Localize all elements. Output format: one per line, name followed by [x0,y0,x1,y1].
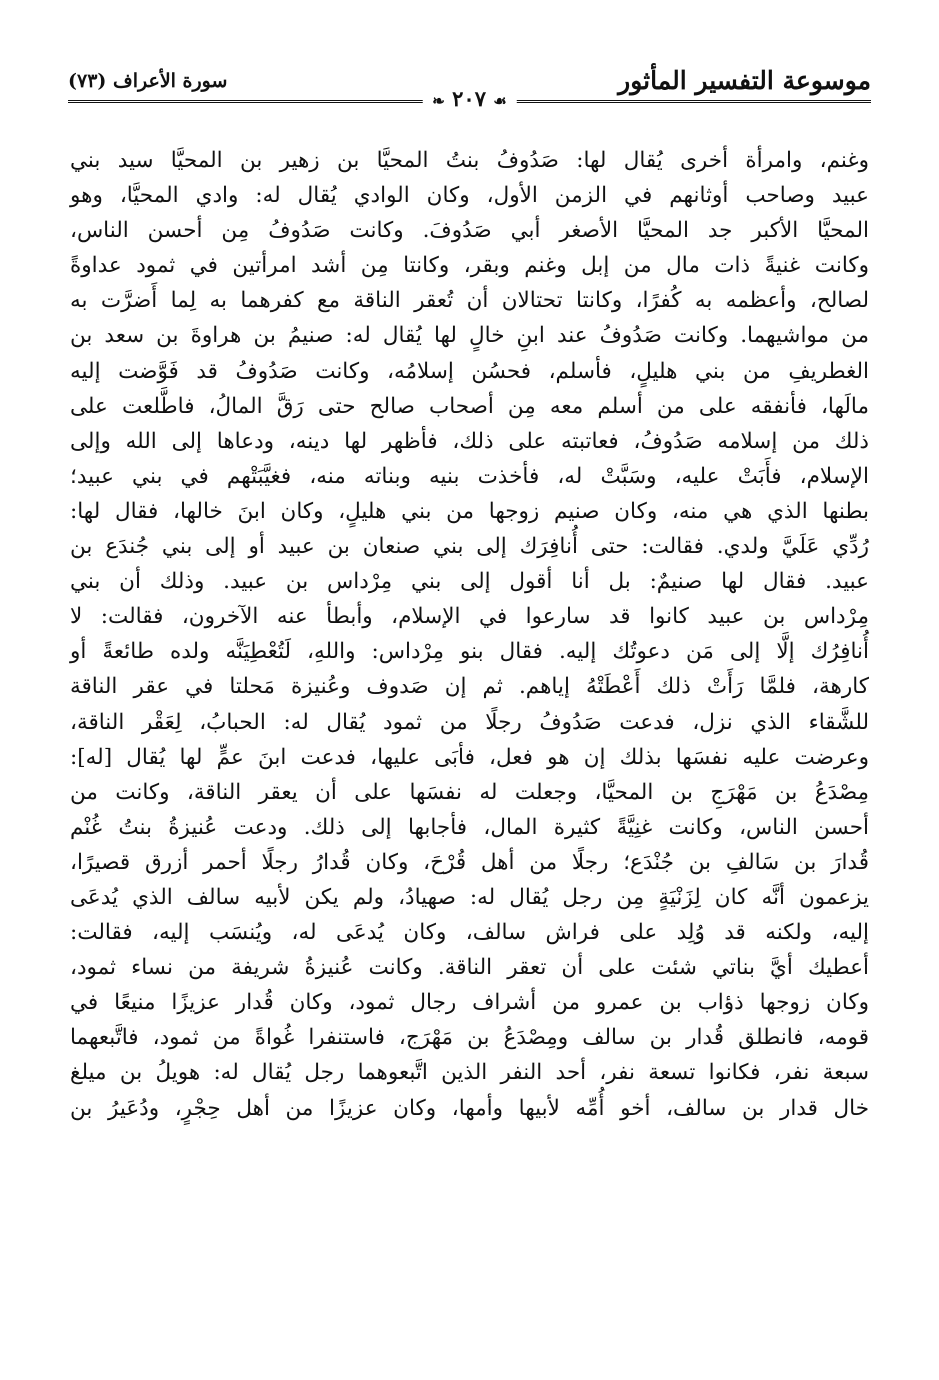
text-line: من مواشيهما. وكانت صَدُوفُ عند ابنِ خالٍ لها يُقال له: صنيمُ بن هراوةَ بن سعد بن [70,323,869,349]
text-line: الإسلام، فأَبَتْ عليه، وسَبَّتْ له، فأخذت بنيه وبناته منه، فغيَّبَتْهم في بني عبيد؛ [70,463,869,489]
text-line: رُدِّي عَلَيَّ ولدي. فقالت: حتى أُنافِرَك إلى بني صنعان بن عبيد أو إلى بني جُندَع بن [70,534,869,560]
text-line: المحيَّا الأكبر جد المحيَّا الأصغر أبي صَدُوفَ. وكانت صَدُوفُ مِن أحسن الناس، [70,218,869,244]
page-number-box [422,86,517,111]
ornament-left-icon: ❧ [432,91,445,110]
page-number: ٢٠٧ [452,86,486,111]
text-line: قُدارَ بن سَالفِ بن جُنْدَع؛ رجلًا من أهل قُرْحَ، وكان قُدارُ رجلًا أحمر أزرق قصيرًا، [70,849,869,875]
text-line: كارهة، فلمَّا رَأَتْ ذلك أَعْطَتْهُ إياهم. ثم إن صَدوف وعُنيزة مَحلتا في عقر الناقة [70,674,869,700]
text-line: الغطريفِ من بني هليلٍ، فأسلم، فحسُن إسلامُه، وكانت صَدُوفُ قد فَوَّضت إليه [70,358,869,384]
body-text [70,143,869,1126]
book-title: موسوعة التفسير المأثور [618,66,871,95]
text-line: إليه، ولكنه قد وُلِد على فراش سالف، وكان يُدعَى له، ويُنسَب إليه، فقالت: [70,920,869,946]
text-line: قومه، فانطلق قُدار بن سالف ومِصْدَعُ بن مَهْرَج، فاستنفرا غُواةً من ثمود، فاتَّبعهما [70,1025,869,1051]
text-line: سبعة نفر، فكانوا تسعة نفر، أحد النفر الذين اتَّبعوهما رجل يُقال له: هويلُ بن ميلغ [70,1060,869,1086]
text-line: لصالح، وأعظمه به كُفرًا، وكانتا تحتالان أن تُعقر الناقة مع كفرهما به لِما أَضرَّت به [70,288,869,314]
text-line: وكانت غنيةً ذات مال من إبل وغنم وبقر، وكانتا مِن أشد امرأتين في ثمود عداوةً [70,253,869,279]
text-line: عبيد وصاحب أوثانهم في الزمن الأول، وكان الوادي يُقال له: وادي المحيَّا، وهو [70,183,869,209]
running-header [68,58,871,111]
text-line: وغنم، وامرأة أخرى يُقال لها: صَدُوفُ بنتُ المحيَّا بن زهير بن المحيَّا سيد بني [70,148,869,173]
text-line: مِصْدَعُ بن مَهْرَجِ بن المحيَّا، وجعلت له نفسَها على أن يعقر الناقة، وكانت من [70,779,869,805]
text-line: يزعمون أنَّه كان لِزَنْيَةٍ مِن رجل يُقال له: صهيادُ، ولم يكن لأبيه سالف الذي يُدعَى [70,884,869,910]
ornament-right-icon: ☙ [493,91,507,110]
text-line: أعطيك أيَّ بناتي شئت على أن تعقر الناقة. وكانت عُنيزةُ شريفة من نساء ثمود، [70,955,869,981]
text-line: وكان زوجها ذؤاب بن عمرو من أشراف رجال ثمود، وكان قُدار عزيزًا منيعًا في [70,990,869,1016]
text-line: عبيد. فقال لها صنيمٌ: بل أنا أقول إلى بني مِرْداس بن عبيد. وذلك أن بني [70,569,869,595]
text-line: بطنها الذي هي منه، وكان صنيم زوجها من بني هليلٍ، وكان ابنَ خالها، فقال لها: [70,498,869,524]
text-line: مالَها، فأنفقه على من أسلم معه مِن أصحاب صالح حتى رَقَّ المالُ، فاطَّلعت على [70,393,869,419]
text-line: أُنافِرُك إلَّا إلى مَن دعوتُك إليه. فقال بنو مِرْداس: واللهِ، لَتُعْطِيَنَّه ولده طائعةً أو [70,639,869,665]
text-line: أحسن الناس، وكانت غنِيَّةً كثيرة المال، فأجابها إلى ذلك. ودعت عُنيزةُ بنتُ غُنْم [70,814,869,840]
text-line: وعرضت عليه نفسَها بذلك إن هو فعل، فأبَى عليها، فدعت ابنَ عمٍّ لها يُقال [له]: [70,744,869,770]
text-line: خال قدار بن سالف، أخو أُمِّه لأبيها وأمها، وكان عزيزًا من أهل حِجْرٍ، ودُعَيرُ بن [70,1095,869,1121]
text-line: مِرْداس بن عبيد كانوا قد سارعوا في الإسلام، وأبطأ عنه الآخرون، فقالت: لا [70,604,869,630]
text-line: للشَّقاء الذي نزل، فدعت صَدُوفُ رجلًا من ثمود يُقال له: الحبابُ، لِعَقْر الناقة، [70,709,869,735]
surah-reference: سورة الأعراف (٧٣) [68,70,228,92]
text-line: ذلك من إسلامه صَدُوفُ، فعاتبته على ذلك، فأظهر لها دينه، ودعاها إلى الله وإلى [70,428,869,454]
